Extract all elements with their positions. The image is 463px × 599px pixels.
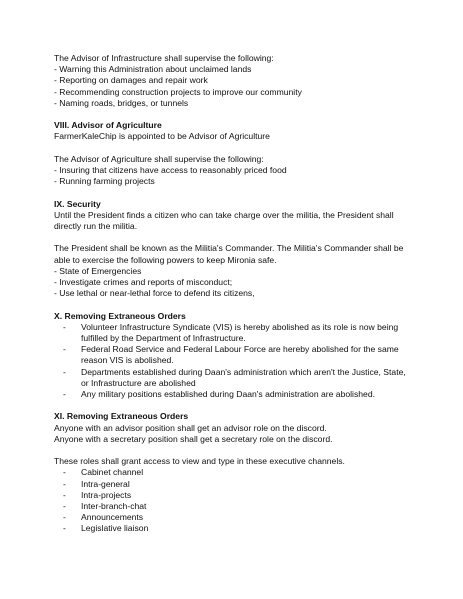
section-heading-agriculture: VIII. Advisor of Agriculture <box>54 120 162 131</box>
channel-item: - Cabinet channel <box>63 467 144 478</box>
document-body <box>54 53 414 535</box>
security-paragraph-2: The President shall be known as the Militia's Commander. The Militia's Commander shall be <box>54 243 404 254</box>
list-item: - Any military positions established during Daan's administration are abolished. <box>63 389 375 400</box>
security-item: - Use lethal or near-lethal force to defend its citizens, <box>54 288 255 299</box>
list-item: - Departments established during Daan's administration which aren't the Justice, State, or Infrastructure are abolished <box>63 366 406 388</box>
agriculture-item: - Insuring that citizens have access to reasonably priced food <box>54 165 287 175</box>
agriculture-item: - Running farming projects <box>54 176 155 187</box>
channel-item: - Intra-projects <box>63 489 132 500</box>
secretary-role-line: Anyone with a secretary position shall get a secretary role on the discord. <box>54 433 333 444</box>
security-item: - Investigate crimes and reports of misconduct; <box>54 277 233 287</box>
security-paragraph-1: Until the President finds a citizen who can take charge over the militia, the President shall <box>54 209 394 220</box>
agriculture-intro: The Advisor of Agriculture shall supervise the following: <box>54 153 264 164</box>
channel-item: - Announcements <box>63 512 144 523</box>
infra-item: - Recommending construction projects to improve our community <box>54 86 302 97</box>
abolished-list <box>54 322 414 400</box>
channel-item: - Legislative liaison <box>63 523 149 534</box>
security-paragraph-1: directly run the militia. <box>54 221 138 231</box>
list-item: - Federal Road Service and Federal Labour Force are hereby abolished for the same reason VIS is abolished. <box>63 344 399 366</box>
advisor-role-line: Anyone with an advisor position shall get an advisor role on the discord. <box>54 422 327 433</box>
section-heading-security: IX. Security <box>54 198 101 209</box>
channels-intro: These roles shall grant access to view and type in these executive channels. <box>54 456 345 467</box>
security-item: - State of Emergencies <box>54 265 142 276</box>
list-item: - Volunteer Infrastructure Syndicate (VIS) is hereby abolished as its role is now being fulfilled by the Department of Infrastructure. <box>63 321 399 343</box>
infra-item: - Warning this Administration about unclaimed lands <box>54 64 252 75</box>
infra-item: - Reporting on damages and repair work <box>54 75 208 86</box>
channel-item: - Intra-general <box>63 478 130 489</box>
infra-intro: The Advisor of Infrastructure shall supervise the following: <box>54 53 274 63</box>
section-heading-removing-orders: X. Removing Extraneous Orders <box>54 310 186 321</box>
agriculture-appointed: FarmerKaleChip is appointed to be Advisor of Agriculture <box>54 131 270 142</box>
security-paragraph-2: able to exercise the following powers to keep Mironia safe. <box>54 254 277 265</box>
channel-list <box>54 467 414 534</box>
channel-item: - Inter-branch-chat <box>63 501 147 512</box>
infra-item: - Naming roads, bridges, or tunnels <box>54 97 189 108</box>
section-heading-removing-orders-2: XI. Removing Extraneous Orders <box>54 411 189 422</box>
